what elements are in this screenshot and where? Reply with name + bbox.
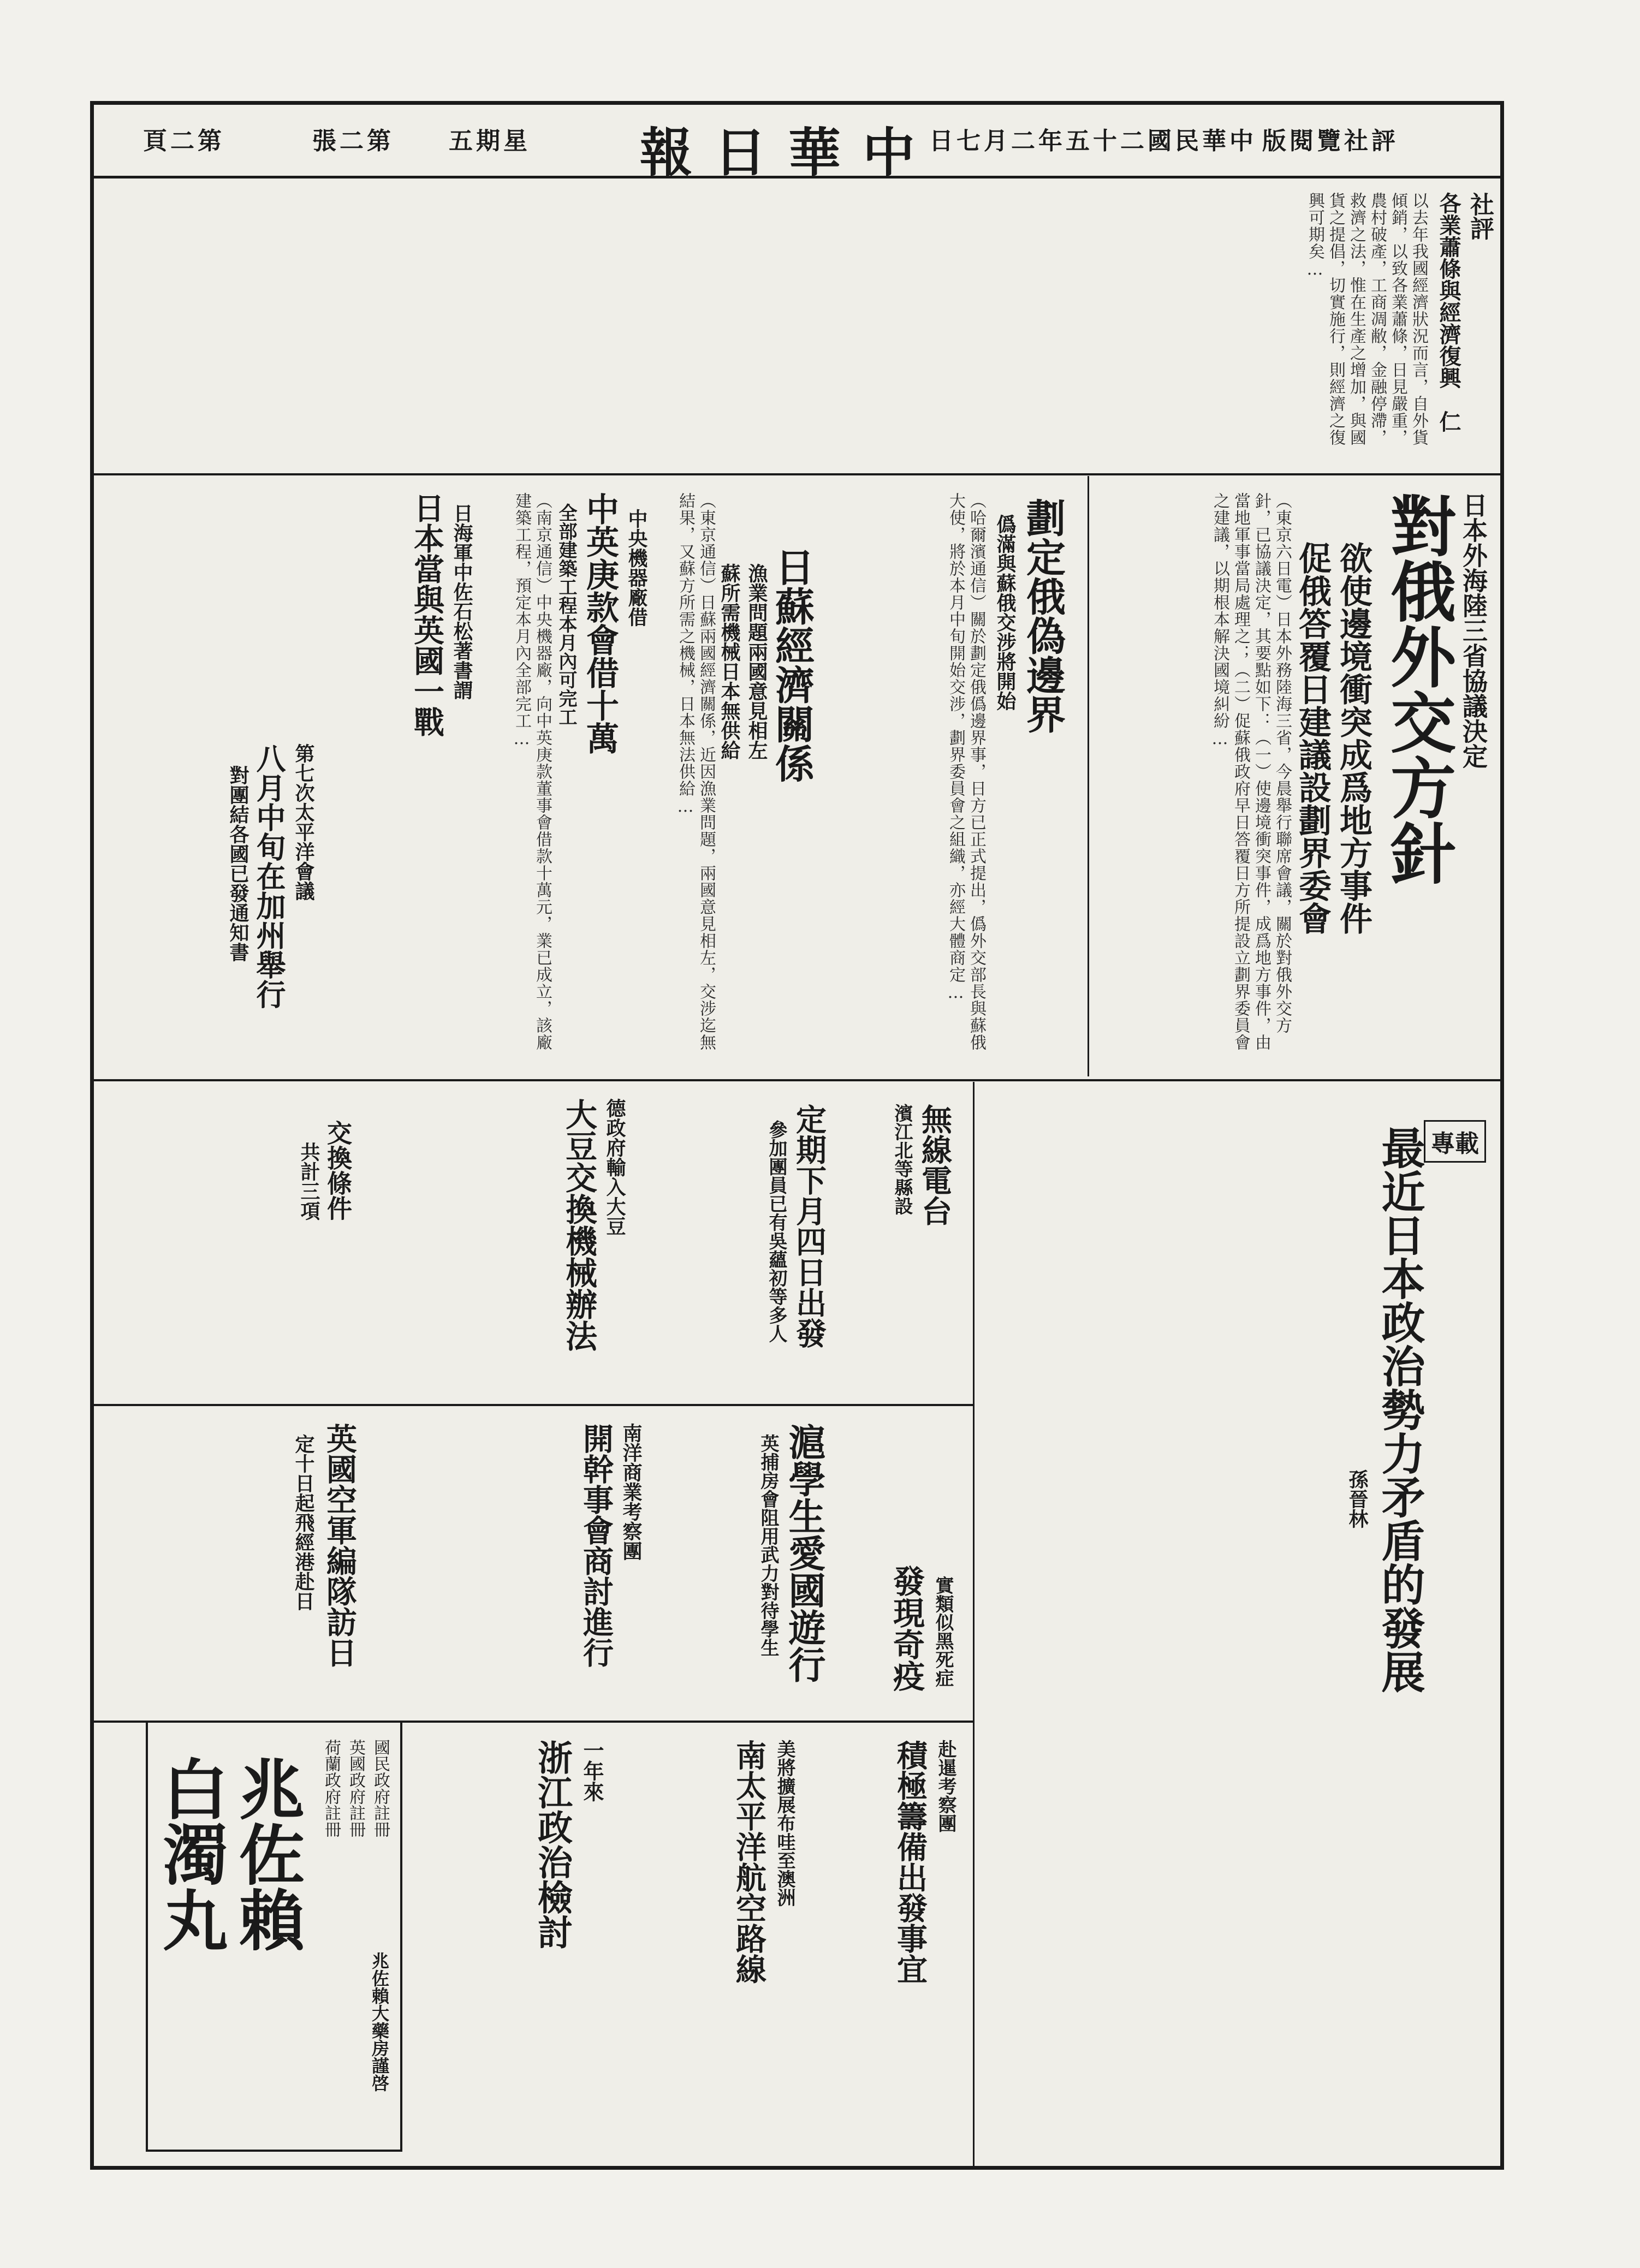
zhejiang-sub: 一年來 xyxy=(580,1740,604,1802)
navy-heading: 日本當與英國一戰 xyxy=(409,492,445,737)
newspaper-title: 報日華中 xyxy=(640,122,937,183)
middle-upper-block xyxy=(667,1087,967,1398)
exchange-heading: 交換條件 xyxy=(323,1120,353,1221)
pacific-sub-2: 對團結各國已發通知書 xyxy=(227,765,249,962)
advertisement xyxy=(146,1721,402,2152)
delegation-sub: 參加團員已有吳蘊初等多人 xyxy=(765,1120,787,1343)
soybean-sub: 德政府輸入大豆 xyxy=(603,1098,626,1236)
feature-tag: 專載 xyxy=(1424,1120,1486,1163)
preparation-article xyxy=(815,1729,967,2160)
rule xyxy=(94,473,1504,475)
newspaper-page xyxy=(90,101,1504,2170)
border-sub: 僞滿與蘇俄交涉將開始 xyxy=(994,514,1017,711)
pacific-sub-1: 八月中旬在加州舉行 xyxy=(252,743,287,1009)
economy-sub-2: 蘇所需機械日本無供給 xyxy=(718,563,741,760)
trade-heading: 開幹事會商討進行 xyxy=(578,1423,614,1668)
feature-author: 孫晉林 xyxy=(1346,1469,1369,1528)
loan-heading: 中英庚款會借十萬 xyxy=(581,492,619,754)
delegation-heading: 定期下月四日出發 xyxy=(791,1104,827,1348)
zhejiang-heading: 浙江政治檢討 xyxy=(532,1740,573,1949)
ad-inner xyxy=(148,1723,400,2150)
aviation-article xyxy=(623,1729,809,2160)
aviation-heading: 南太平洋航空路線 xyxy=(731,1740,767,1984)
trade-article xyxy=(378,1412,662,1718)
rule xyxy=(1088,476,1089,1076)
economy-sub-1: 漁業問題兩國意見相左 xyxy=(745,563,768,760)
lead-title: 對俄外交方針 xyxy=(1380,492,1457,885)
ad-shop: 兆佐賴大藥房謹啓 xyxy=(369,1952,390,2092)
airforce-heading: 英國空軍編隊訪日 xyxy=(322,1423,358,1668)
disease-heading: 發現奇疫 xyxy=(888,1565,925,1692)
navy-sub: 日海軍中佐石松著書謂 xyxy=(450,503,473,700)
preparation-heading: 積極籌備出發事宜 xyxy=(892,1740,928,1984)
loan-sub: 全部建築工程本月內可完工 xyxy=(555,503,577,726)
ad-product: 白濁丸 xyxy=(152,1755,228,1952)
aviation-sub: 美將擴展布哇至澳洲 xyxy=(774,1740,795,1907)
date-line: 日七月二年五十二國民華中 xyxy=(929,127,1257,155)
border-heading: 劃定俄偽邊界 xyxy=(1020,498,1066,734)
rule xyxy=(94,1079,1504,1081)
loan-article xyxy=(487,481,656,1071)
publisher-label: 版閱覽社評 xyxy=(1262,127,1399,155)
editorial-band xyxy=(110,181,1500,471)
masthead xyxy=(94,105,1500,183)
lead-kicker: 日本外海陸三省協議決定 xyxy=(1459,492,1488,769)
students-sub: 英捕房會阻用武力對待學生 xyxy=(757,1434,779,1657)
zhejiang-article xyxy=(411,1729,618,2160)
trade-sub: 南洋商業考察團 xyxy=(620,1423,643,1561)
economy-body: （東京通信）日蘇兩國經濟關係，近因漁業問題，兩國意見相左，交涉迄無結果，又蘇方所需之機械，日本無法供給… xyxy=(676,492,716,1051)
border-article xyxy=(831,481,1082,1071)
lead-body: （東京六日電）日本外務陸海三省，今晨舉行聯席會議，關於對俄外交方針，已協議決定，其要點如下：（一）使邊境衝突事件，成爲地方事件，由當地軍事當局處理之；（二）促蘇俄政府早日答覆日方所提設立劃界委員會之建議，以期根本解決國境糾紛… xyxy=(1210,492,1292,1051)
navy-pacific-block xyxy=(110,481,482,1071)
soybean-article xyxy=(378,1087,662,1398)
lead-subtitle-2: 促俄答覆日建議設劃界委會 xyxy=(1293,541,1332,934)
airforce-sub: 定十日起飛經港赴日 xyxy=(292,1434,315,1611)
economy-heading: 日蘇經濟關係 xyxy=(769,547,815,783)
disease-sub: 實類似黑死症 xyxy=(932,1576,954,1687)
editorial-label: 社評 xyxy=(1466,192,1494,240)
feature-article xyxy=(978,1087,1497,2157)
loan-pre: 中央機器廠借 xyxy=(625,509,648,627)
editorial-heading: 各業蕭條與經濟復興 xyxy=(1436,192,1461,389)
preparation-sub: 赴暹考察團 xyxy=(935,1740,956,1832)
editorial-author: 仁 xyxy=(1436,410,1461,432)
lead-subtitle-1: 欲使邊境衝突成爲地方事件 xyxy=(1334,541,1372,934)
border-body: （哈爾濱通信）關於劃定俄僞邊界事，日方已正式提出，僞外交部長與蘇俄大使，將於本月中旬開始交涉，劃界委員會之組織，亦經大體商定… xyxy=(946,492,986,1051)
students-heading: 滬學生愛國遊行 xyxy=(782,1423,826,1683)
issue-number: 張二第 xyxy=(312,127,394,155)
ad-reg-3: 荷蘭政府註冊 xyxy=(322,1739,341,1837)
ad-reg-2: 英國政府註冊 xyxy=(346,1739,365,1837)
exchange-sub: 共計三項 xyxy=(298,1142,320,1221)
soybean-heading: 大豆交換機械辦法 xyxy=(560,1098,597,1352)
page-number: 頁二第 xyxy=(143,127,225,155)
rule xyxy=(94,1404,973,1406)
wireless-heading: 無線電台 xyxy=(917,1104,953,1226)
disease-students-block xyxy=(667,1412,967,1718)
ad-reg-1: 國民政府註冊 xyxy=(371,1739,390,1837)
airforce-article xyxy=(110,1412,372,1718)
rule xyxy=(973,1082,975,2168)
feature-heading: 最近日本政治勢力矛盾的發展 xyxy=(1374,1126,1425,1693)
loan-body: （南京通信）中央機器廠，向中英庚款董事會借款十萬元，業已成立，該廠建築工程，預定本月內全部完工… xyxy=(512,492,552,1051)
ad-brand: 兆佐賴 xyxy=(228,1755,304,1952)
editorial-body: 以去年我國經濟狀況而言，自外貨傾銷，以致各業蕭條，日見嚴重，農村破產，工商凋敝，金融停滯，救濟之法，惟在生產之增加，與國貨之提倡，切實施行，則經濟之復興可期矣… xyxy=(1305,192,1428,446)
wireless-sub: 濱江北等縣設 xyxy=(891,1104,913,1215)
economy-article xyxy=(662,481,825,1071)
exchange-article xyxy=(110,1087,372,1398)
weekday: 五期星 xyxy=(449,127,531,155)
lead-article xyxy=(1093,481,1497,1071)
pacific-heading: 第七次太平洋會議 xyxy=(292,743,315,901)
